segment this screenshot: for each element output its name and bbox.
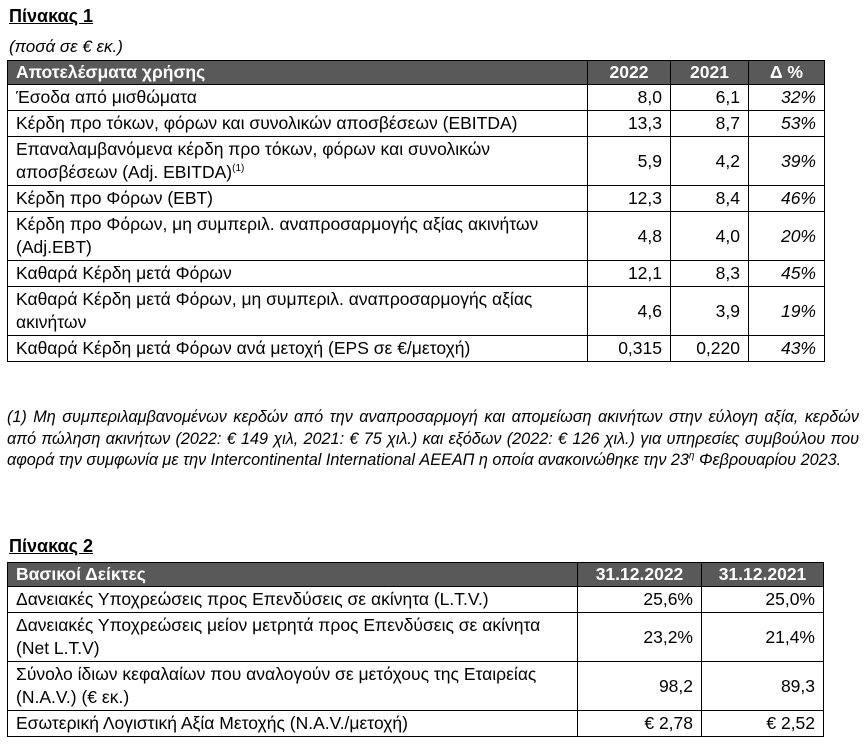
value-delta: 19%	[749, 287, 825, 336]
value-delta: 39%	[749, 137, 825, 186]
value-2021: 25,0%	[702, 587, 824, 613]
footnote-end: Φεβρουαρίου 2023.	[694, 451, 842, 469]
row-label: Έσοδα από μισθώματα	[8, 85, 588, 111]
table-row	[8, 212, 825, 261]
table1-title: Πίνακας 1	[9, 6, 93, 26]
row-label: Δανειακές Υποχρεώσεις μείον μετρητά προς Επενδύσεις σε ακίνητα (Net L.T.V)	[8, 613, 578, 662]
table-row	[8, 336, 825, 362]
indicators-header-label: Βασικοί Δείκτες	[8, 563, 578, 587]
value-2022: 12,3	[588, 186, 671, 212]
table-row	[8, 587, 824, 613]
footnote-text: (1) Μη συμπεριλαμβανομένων κερδών από την αναπροσαρμογή και απομείωση ακινήτων στην εύλογη αξία, κερδών από πώληση ακινήτων (2022: € 149 χιλ, 2021: € 75 χιλ.) και εξόδων (2022: € 126 χιλ.) για υπηρεσίες συμβούλου που αφορά την συμφωνία με την Intercontinental International ΑΕΕΑΠ η οποία ανακοινώθηκε την 23	[7, 408, 859, 469]
value-delta: 43%	[749, 336, 825, 362]
value-2021: 8,3	[671, 261, 749, 287]
footnote-marker: (1)	[232, 163, 245, 175]
table-row	[8, 137, 825, 186]
value-2021: 4,2	[671, 137, 749, 186]
results-header-delta: Δ %	[749, 61, 825, 85]
table-row	[8, 261, 825, 287]
table-row	[8, 111, 825, 137]
row-label: Σύνολο ίδιων κεφαλαίων που αναλογούν σε μετόχους της Εταιρείας (N.A.V.) (€ εκ.)	[8, 662, 578, 711]
table1-units: (ποσά σε € εκ.)	[9, 37, 123, 56]
results-table-header	[8, 61, 825, 85]
value-2021: 21,4%	[702, 613, 824, 662]
value-2022: 98,2	[578, 662, 702, 711]
value-2022: 23,2%	[578, 613, 702, 662]
indicators-header-2022: 31.12.2022	[578, 563, 702, 587]
value-2022: 13,3	[588, 111, 671, 137]
value-delta: 46%	[749, 186, 825, 212]
row-label: Εσωτερική Λογιστική Αξία Μετοχής (N.A.V./μετοχή)	[8, 711, 578, 737]
footnote-superscript: η	[688, 450, 695, 462]
row-label: Καθαρά Κέρδη μετά Φόρων, μη συμπεριλ. αναπροσαρμογής αξίας ακινήτων	[8, 287, 588, 336]
results-header-2022: 2022	[588, 61, 671, 85]
value-delta: 45%	[749, 261, 825, 287]
value-2021: € 2,52	[702, 711, 824, 737]
results-table	[7, 60, 825, 362]
row-label: Καθαρά Κέρδη μετά Φόρων	[8, 261, 588, 287]
table-row	[8, 186, 825, 212]
table-row	[8, 287, 825, 336]
row-label: Κέρδη προ Φόρων (EBT)	[8, 186, 588, 212]
value-2022: 8,0	[588, 85, 671, 111]
indicators-table	[7, 562, 824, 737]
value-2022: 12,1	[588, 261, 671, 287]
value-delta: 32%	[749, 85, 825, 111]
value-2022: 4,8	[588, 212, 671, 261]
value-2022: € 2,78	[578, 711, 702, 737]
row-label: Δανειακές Υποχρεώσεις προς Επενδύσεις σε ακίνητα (L.T.V.)	[8, 587, 578, 613]
indicators-header-2021: 31.12.2021	[702, 563, 824, 587]
value-2022: 4,6	[588, 287, 671, 336]
value-2021: 8,7	[671, 111, 749, 137]
value-2021: 0,220	[671, 336, 749, 362]
row-label: Κέρδη προ τόκων, φόρων και συνολικών αποσβέσεων (EBITDA)	[8, 111, 588, 137]
value-2022: 25,6%	[578, 587, 702, 613]
table-row	[8, 662, 824, 711]
value-2022: 5,9	[588, 137, 671, 186]
value-delta: 53%	[749, 111, 825, 137]
table-row	[8, 85, 825, 111]
table2-title: Πίνακας 2	[9, 536, 93, 556]
table1-footnote	[7, 407, 859, 472]
results-header-label: Αποτελέσματα χρήσης	[8, 61, 588, 85]
row-label: Καθαρά Κέρδη μετά Φόρων ανά μετοχή (EPS σε €/μετοχή)	[8, 336, 588, 362]
value-2021: 6,1	[671, 85, 749, 111]
value-2021: 89,3	[702, 662, 824, 711]
value-2021: 4,0	[671, 212, 749, 261]
row-label-cell	[8, 137, 588, 186]
indicators-table-header	[8, 563, 824, 587]
table-row	[8, 711, 824, 737]
results-header-2021: 2021	[671, 61, 749, 85]
value-delta: 20%	[749, 212, 825, 261]
row-label: Κέρδη προ Φόρων, μη συμπεριλ. αναπροσαρμογής αξίας ακινήτων (Adj.EBT)	[8, 212, 588, 261]
value-2021: 3,9	[671, 287, 749, 336]
value-2022: 0,315	[588, 336, 671, 362]
value-2021: 8,4	[671, 186, 749, 212]
row-label: Επαναλαμβανόμενα κέρδη προ τόκων, φόρων και συνολικών αποσβέσεων (Adj. EBITDA)	[16, 139, 491, 182]
table-row	[8, 613, 824, 662]
